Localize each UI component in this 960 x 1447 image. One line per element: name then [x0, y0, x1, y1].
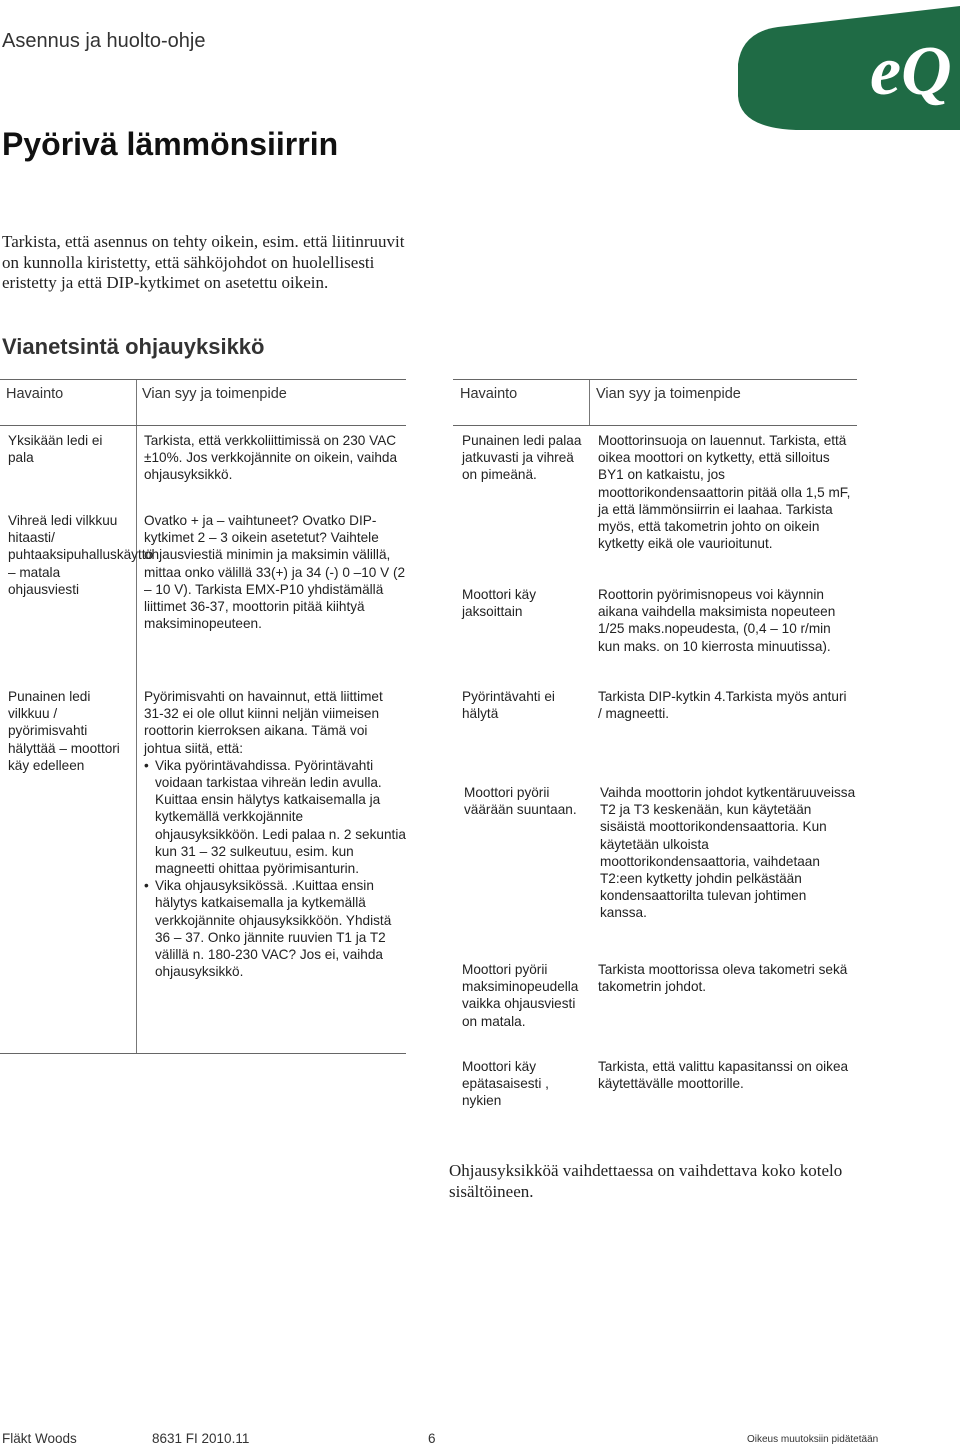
observation-cell: Moottori käy epätasaisesti , nykien	[462, 1059, 549, 1109]
cause-list	[144, 757, 406, 981]
observation-cell: Vihreä ledi vilkkuu hitaasti/ puhtaaksipuhalluskäyttö – matala ohjausviesti	[8, 513, 154, 597]
header-observation: Havainto	[460, 386, 518, 402]
cause-bullet: • Vika pyörintävahdissa. Pyörintävahti voidaan tarkistaa vihreän ledin avulla. Kuittaa ensin hälytys katkaisemalla ja kytkemällä verkkojännite ohjausyksikköön. Ledi palaa n. 2 sekuntia kun 31 – 32 sulkeutuu, esim. kun magneetti ohittaa pyörimisanturin.	[144, 757, 406, 877]
observation-cell: Moottori käy jaksoittain	[462, 587, 537, 620]
cause-cell: Roottorin pyörimisnopeus voi käynnin aikana vaihdella maksimista nopeuteen 1/25 maks.nopeudesta, (0,4 – 10 r/min kun maks. on 10 kierrosta minuutissa).	[598, 587, 836, 654]
cause-cell: Moottorinsuoja on lauennut. Tarkista, että oikea moottori on kytketty, että silloitus BY1 on katkaistu, jos moottorikondensaattorin pitää olla 1,5 mF, ja että lämmönsiirrin ei laahaa. Tarkista myös, että takometrin johto on oikein kytketty eikä ole vaurioitunut.	[598, 433, 851, 552]
cause-cell: Tarkista DIP-kytkin 4.Tarkista myös anturi / magneetti.	[598, 689, 847, 722]
cause-cell: Tarkista, että verkkoliittimissä on 230 VAC ±10%. Jos verkkojännite on oikein, vaihda ohjausyksikkö.	[144, 433, 398, 483]
observation-cell: Punainen ledi palaa jatkuvasti ja vihreä on pimeänä.	[462, 433, 582, 483]
cause-cell: Ovatko + ja – vaihtuneet? Ovatko DIP-kytkimet 2 – 3 oikein asetetut? Vaihtele ohjausviestiä minimin ja maksimin välillä, mittaa onko välillä 33(+) ja 34 (-) 0 –10 V (2 – 10 V). Tarkista EMX-P10 yhdistämällä liittimet 36-37, moottorin pitää kiihtyä maksiminopeuteen.	[144, 513, 406, 632]
header-title: Asennus ja huolto-ohje	[2, 30, 206, 52]
observation-cell: Pyörintävahti ei hälytä	[462, 689, 555, 722]
footer-page-number: 6	[428, 1431, 436, 1446]
cause-cell: Tarkista moottorissa oleva takometri sekä takometrin johdot.	[598, 962, 848, 995]
observation-cell: Moottori pyörii väärään suuntaan.	[464, 785, 577, 818]
header-cause: Vian syy ja toimenpide	[142, 386, 287, 402]
replacement-note: Ohjausyksikköä vaihdettaessa on vaihdettava koko kotelo sisältöineen.	[449, 1161, 843, 1201]
table-header-rule	[453, 425, 857, 426]
eq-logo	[738, 6, 960, 130]
cause-cell: Tarkista, että valittu kapasitanssi on oikea käytettävälle moottorille.	[598, 1059, 849, 1092]
table-top-rule	[0, 379, 406, 380]
table-top-rule	[453, 379, 857, 380]
cause-bullet: • Vika ohjausyksikössä. .Kuittaa ensin hälytys katkaisemalla ja kytkemällä verkkojännite ohjausyksikköön. Yhdistä 36 – 37. Onko jännite ruuvien T1 ja T2 välillä n. 180-230 VAC? Jos ei, vaihda ohjausyksikkö.	[144, 877, 406, 980]
logo-text: eQ	[870, 33, 952, 110]
cause-intro: Pyörimisvahti on havainnut, että liittimet 31-32 ei ole ollut kiinni neljän viimeisen roottorin kierroksen aikana. Tämä voi johtua siitä, että:	[144, 689, 383, 756]
cause-cell	[144, 688, 406, 980]
footer-company: Fläkt Woods	[2, 1431, 77, 1446]
header-observation: Havainto	[6, 386, 64, 402]
page-title: Pyörivä lämmönsiirrin	[2, 126, 339, 162]
column-divider	[136, 426, 137, 1053]
column-divider	[589, 380, 590, 425]
table-header-rule	[0, 425, 406, 426]
section-title: Vianetsintä ohjauyksikkö	[2, 334, 265, 359]
table-bottom-rule	[0, 1053, 406, 1054]
observation-cell: Punainen ledi vilkkuu / pyörimisvahti hälyttää – moottori käy edelleen	[8, 689, 120, 773]
cause-cell: Vaihda moottorin johdot kytkentäruuveissa T2 ja T3 keskenään, kun käytetään sisäistä moottorikondensaattoria. Kun käytetään ulkoista moottorikondensaattoria, vaihdetaan T2:een kytketty johdin pelkästään kondensaattorilta tulevan johtimen kanssa.	[600, 785, 856, 921]
intro-text: Tarkista, että asennus on tehty oikein, esim. että liitinruuvit on kunnolla kiristetty, että sähköjohdot on huolellisesti eristetty ja että DIP-kytkimet on asetettu oikein.	[2, 232, 405, 292]
column-divider	[136, 380, 137, 425]
observation-cell: Moottori pyörii maksiminopeudella vaikka ohjausviesti on matala.	[462, 962, 579, 1029]
header-cause: Vian syy ja toimenpide	[596, 386, 741, 402]
observation-cell: Yksikään ledi ei pala	[8, 433, 103, 466]
footer-doc-id: 8631 FI 2010.11	[152, 1431, 250, 1446]
footer-rights: Oikeus muutoksiin pidätetään	[747, 1434, 879, 1445]
